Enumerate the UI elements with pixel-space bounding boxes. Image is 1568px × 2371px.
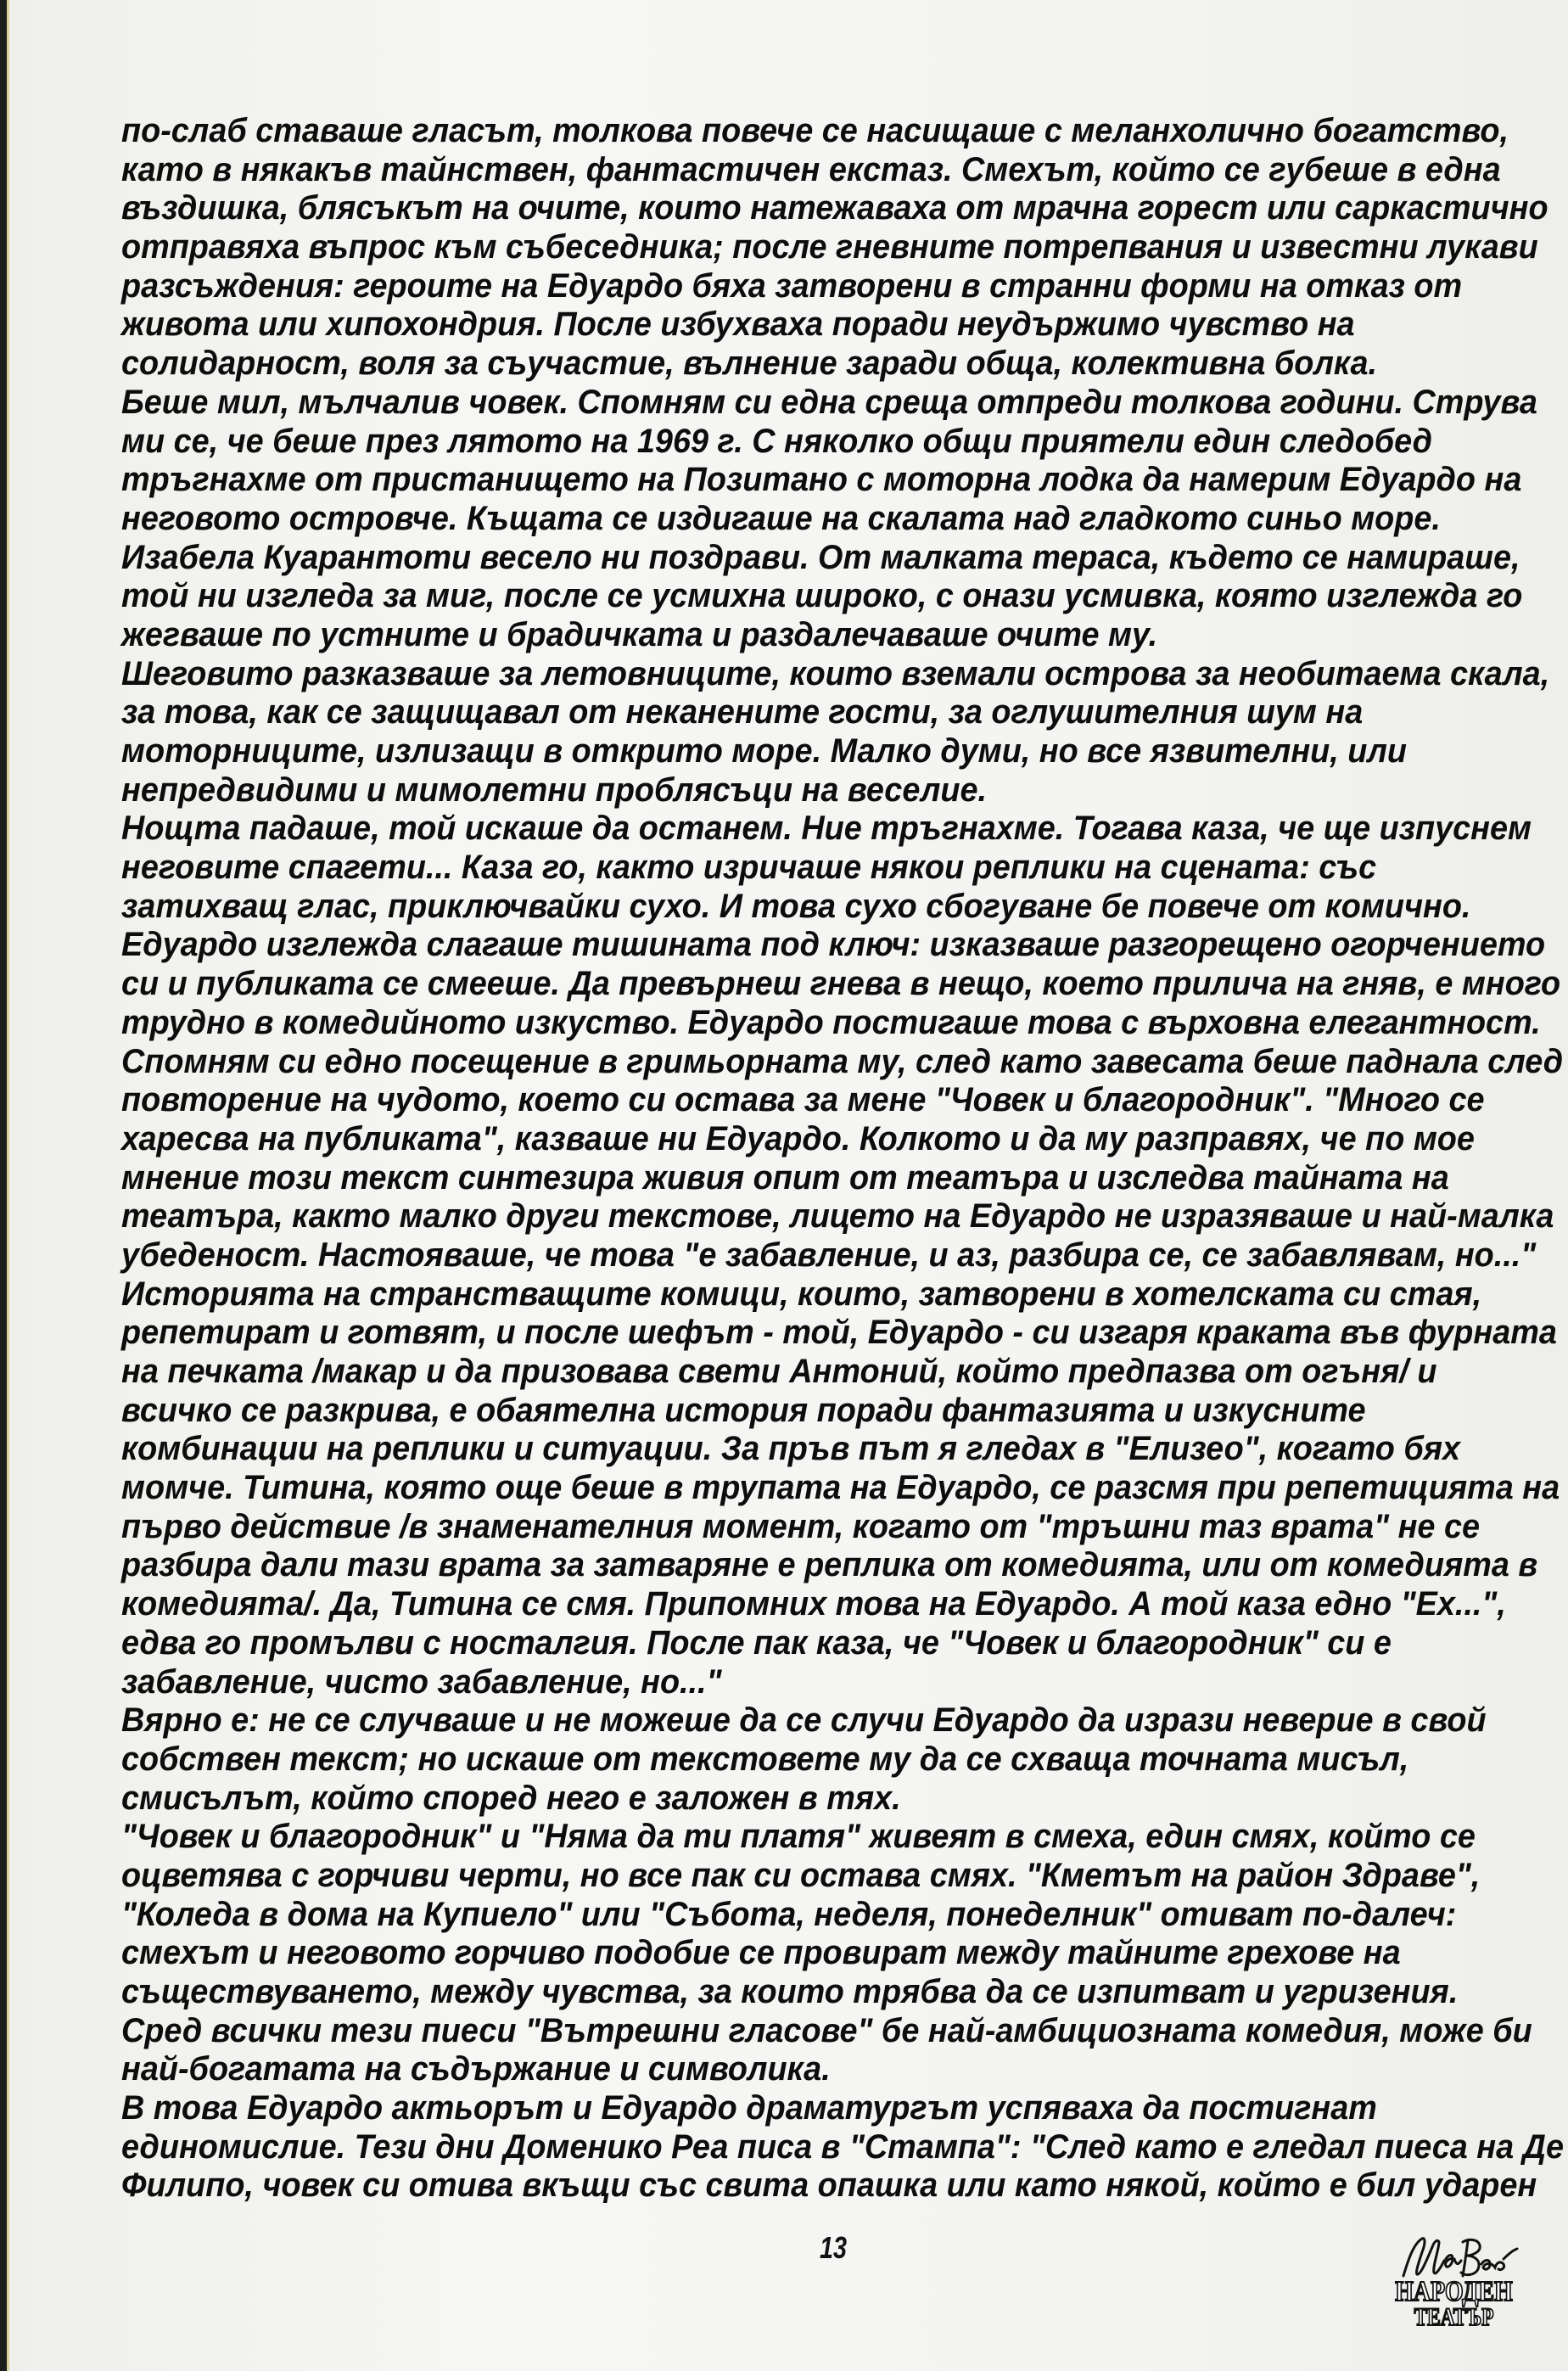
text-line: репетират и готвят, и после шефът - той, Едуардо - си изгаря краката във фурната bbox=[121, 1314, 1557, 1352]
text-line: неговите спагети... Каза го, както изричаше някои реплики на сцената: със bbox=[121, 849, 1377, 887]
text-line: на печката /макар и да призовава свети Антоний, който предпазва от огъня/ и bbox=[121, 1353, 1437, 1390]
text-line: солидарност, воля за съучастие, вълнение заради обща, колективна болка. bbox=[121, 345, 1378, 383]
text-line: Шеговито разказваше за летовниците, които вземали острова за необитаема скала, bbox=[121, 654, 1550, 692]
text-line: "Човек и благородник" и "Няма да ти платя" живеят в смеха, един смях, който се bbox=[121, 1818, 1476, 1856]
text-line: В това Едуардо актьорът и Едуардо драматургът успяваха да постигнат bbox=[121, 2089, 1377, 2127]
text-line: Спомням си едно посещение в гримьорната му, след като завесата беше паднала след bbox=[121, 1042, 1564, 1080]
text-line: харесва на публиката", казваше ни Едуардо. Колкото и да му разправях, че по мое bbox=[121, 1119, 1475, 1157]
text-line: затихващ глас, приключвайки сухо. И това сухо сбогуване бе повече от комично. bbox=[121, 887, 1471, 925]
text-line: убеденост. Настояваше, че това "е забавление, и аз, разбира се, се забавлявам, но..." bbox=[121, 1236, 1537, 1274]
text-line: като в някакъв тайнствен, фантастичен екстаз. Смехът, който се губеше в една bbox=[121, 150, 1501, 188]
logo-line-2: ТЕАТЪР bbox=[1414, 2303, 1494, 2331]
text-line: ми се, че беше през лятото на 1969 г. С няколко общи приятели един следобед bbox=[121, 422, 1432, 460]
text-line: мнение този текст синтезира живия опит от театъра и изследва тайната на bbox=[121, 1158, 1449, 1197]
text-line: Историята на странстващите комици, които, затворени в хотелската си стая, bbox=[121, 1275, 1482, 1313]
text-line: момче. Титина, която още беше в трупата на Едуардо, се разсмя при репетицията на bbox=[121, 1469, 1560, 1507]
text-line: трудно в комедийното изкуство. Едуардо постигаше това с върховна елегантност. bbox=[121, 1003, 1541, 1041]
text-line: най-богатата на съдържание и символика. bbox=[121, 2050, 831, 2088]
text-line: комедията/. Да, Титина се смя. Припомних това на Едуардо. А той каза едно "Ех...", bbox=[121, 1585, 1506, 1623]
text-line: въздишка, блясъкът на очите, които натежаваха от мрачна горест или саркастично bbox=[121, 189, 1548, 227]
text-line: разсъждения: героите на Едуардо бяха затворени в странни форми на отказ от bbox=[121, 266, 1463, 305]
text-line: Едуардо изглежда слагаше тишината под ключ: изказваше разгорещено огорчението bbox=[121, 926, 1546, 964]
text-line: първо действие /в знаменателния момент, когато от "тръшни таз врата" не се bbox=[121, 1507, 1481, 1545]
text-line: за това, как се защищавал от неканените гости, за оглушителния шум на bbox=[121, 693, 1364, 731]
page bbox=[9, 0, 1568, 2371]
text-line: всичко се разкрива, е обаятелна история поради фантазията и изкусните bbox=[121, 1391, 1366, 1429]
binding-edge bbox=[0, 0, 7, 2371]
text-line: комбинации на реплики и ситуации. За пръв път я гледах в "Елизео", когато бях bbox=[121, 1430, 1461, 1468]
text-line: смисълът, който според него е заложен в тях. bbox=[121, 1779, 901, 1817]
text-line: отправяха въпрос към събеседника; после гневните потрепвания и известни лукави bbox=[121, 228, 1538, 266]
text-line: едва го промълви с носталгия. После пак каза, че "Човек и благородник" си е bbox=[121, 1623, 1392, 1662]
page-number: 13 bbox=[820, 2230, 848, 2265]
text-line: живота или хипохондрия. После избухваха поради неудържимо чувство на bbox=[121, 305, 1355, 344]
article-body bbox=[121, 112, 1564, 2206]
text-line: по-слаб ставаше гласът, толкова повече се насищаше с меланхолично богатство, bbox=[121, 112, 1509, 149]
text-line: театъра, както малко други текстове, лицето на Едуардо не изразяваше и най-малка bbox=[121, 1197, 1554, 1236]
text-line: повторение на чудото, което си остава за мене "Човек и благородник". "Много се bbox=[121, 1081, 1485, 1119]
text-line: Нощта падаше, той искаше да останем. Ние тръгнахме. Тогава каза, че ще изпуснем bbox=[121, 810, 1532, 848]
text-line: непредвидими и мимолетни проблясъци на веселие. bbox=[121, 771, 987, 809]
text-line: разбира дали тази врата за затваряне е реплика от комедията, или от комедията в bbox=[121, 1546, 1538, 1584]
text-line: си и публиката се смееше. Да превърнеш гнева в нещо, което прилича на гняв, е много bbox=[121, 965, 1561, 1003]
text-line: забавление, чисто забавление, но..." bbox=[121, 1662, 722, 1701]
text-line: Изабела Куарантоти весело ни поздрави. От малката тераса, където се намираше, bbox=[121, 538, 1520, 576]
text-line: "Коледа в дома на Купиело" или "Събота, неделя, понеделник" отиват по-далеч: bbox=[121, 1895, 1457, 1933]
text-line: Сред всички тези пиеси "Вътрешни гласове" бе най-амбициозната комедия, може би bbox=[121, 2011, 1532, 2049]
text-line: моторниците, излизащи в открито море. Малко думи, но все язвителни, или bbox=[121, 732, 1407, 770]
text-line: собствен текст; но искаше от текстовете му да се схваща точната мисъл, bbox=[121, 1740, 1409, 1778]
text-line: съществуването, между чувства, за които трябва да се изпитват и угризения. bbox=[121, 1973, 1459, 2010]
text-line: той ни изгледа за миг, после се усмихна широко, с онази усмивка, която изглежда го bbox=[121, 577, 1523, 615]
text-line: смехът и неговото горчиво подобие се провират между тайните грехове на bbox=[121, 1934, 1401, 1972]
text-line: тръгнахме от пристанището на Позитано с моторна лодка да намерим Едуардо на bbox=[121, 461, 1522, 499]
text-line: Вярно е: не се случваше и не можеше да се случи Едуардо да изрази неверие в свой bbox=[121, 1701, 1487, 1740]
text-line: жегваше по устните и брадичката и раздалечаваше очите му. bbox=[121, 615, 1158, 653]
text-line: неговото островче. Къщата се издигаше на скалата над гладкото синьо море. bbox=[121, 499, 1441, 537]
logo-line-1: НАРОДЕН bbox=[1395, 2276, 1513, 2307]
text-line: единомислие. Тези дни Доменико Реа писа в "Стампа": "След като е гледал пиеса на Де bbox=[121, 2127, 1564, 2166]
text-line: Беше мил, мълчалив човек. Спомням си една среща отпреди толкова години. Струва bbox=[121, 383, 1537, 421]
national-theatre-logo bbox=[1380, 2234, 1528, 2331]
text-line: оцветява с горчиви черти, но все пак си остава смях. "Кметът на район Здраве", bbox=[121, 1856, 1481, 1894]
text-line: Филипо, човек си отива вкъщи със свита опашка или като някой, който е бил ударен bbox=[121, 2166, 1537, 2205]
